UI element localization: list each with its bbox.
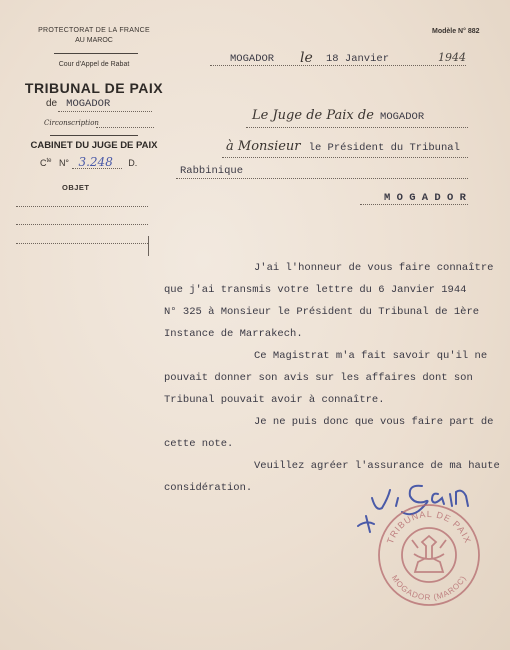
dateline-le: le [300,50,313,66]
objet-line-2 [16,224,148,225]
sender-prefix: Le Juge de Paix de [252,108,374,123]
cabinet-title: CABINET DU JUGE DE PAIX [30,140,158,151]
dateline-rule [210,65,466,66]
sender-rule [246,127,468,128]
objet-line-3 [16,243,148,244]
dateline-place: MOGADOR [230,53,275,65]
protectorate-line2: AU MAROC [75,37,113,44]
protectorate-line1: PROTECTORAT DE LA FRANCE [38,27,150,34]
cote-no: N° [58,158,70,168]
recipient-rule [222,157,468,158]
court-name: Cour d'Appel de Rabat [58,61,130,68]
cote-number [40,155,137,169]
tribunal-stamp [374,500,484,610]
stamp-top-text [385,509,473,545]
objet-line-1 [16,206,148,207]
body-line-6: pouvait donner son avis sur les affaires dont son [164,372,473,384]
body-line-9: cette note. [164,438,234,450]
location-dotted-line [58,111,152,112]
circonscription-dotted-line [96,127,154,128]
svg-text:MOGADOR (MAROC): MOGADOR (MAROC) [389,573,469,603]
de-value: MOGADOR [66,98,111,110]
header-divider-top [54,53,138,54]
recipient-line1: le Président du Tribunal [308,142,460,154]
header-divider-mid [50,135,138,136]
cote-sup: te [46,158,52,164]
body-line-7: Tribunal pouvait avoir à connaître. [164,394,385,406]
header-vertical-rule [148,236,149,256]
de-prefix: de [46,98,58,109]
recipient-line [226,139,460,154]
cote-suffix: D. [128,158,138,168]
body-line-5: Ce Magistrat m'a fait savoir qu'il ne [254,350,488,362]
dateline-date: 18 Janvier [326,53,390,65]
objet-label: OBJET [62,183,90,192]
circonscription-label: Circonscription [44,119,99,127]
recipient-line2: Rabbinique [180,165,244,177]
dateline-year: 1944 [438,51,466,64]
body-line-3: N° 325 à Monsieur le Président du Tribunal de 1ère [164,306,480,318]
cote-value: 3.248 [78,155,113,169]
model-number: Modèle N° 882 [432,28,480,35]
recipient-city-rule [360,204,468,205]
body-line-10: Veuillez agréer l'assurance de ma haute [254,460,500,472]
svg-text:TRIBUNAL DE PAIX: TRIBUNAL DE PAIX [384,508,474,546]
tribunal-title: TRIBUNAL DE PAIX [24,80,164,96]
cote-dotted-line [72,168,122,169]
body-line-1: J'ai l'honneur de vous faire connaître [254,262,494,274]
cote-label: C [40,158,47,168]
body-line-11: considération. [164,482,253,494]
body-line-4: Instance de Marrakech. [164,328,303,340]
body-line-2: que j'ai transmis votre lettre du 6 Janvier 1944 [164,284,467,296]
sender-line [252,108,424,123]
recipient-line2-rule [176,178,468,179]
recipient-prefix: à Monsieur [226,139,301,154]
recipient-city: M O G A D O R [384,192,466,204]
tribunal-location [46,98,156,110]
body-line-8: Je ne puis donc que vous faire part de [254,416,494,428]
sender-place: MOGADOR [380,111,425,123]
